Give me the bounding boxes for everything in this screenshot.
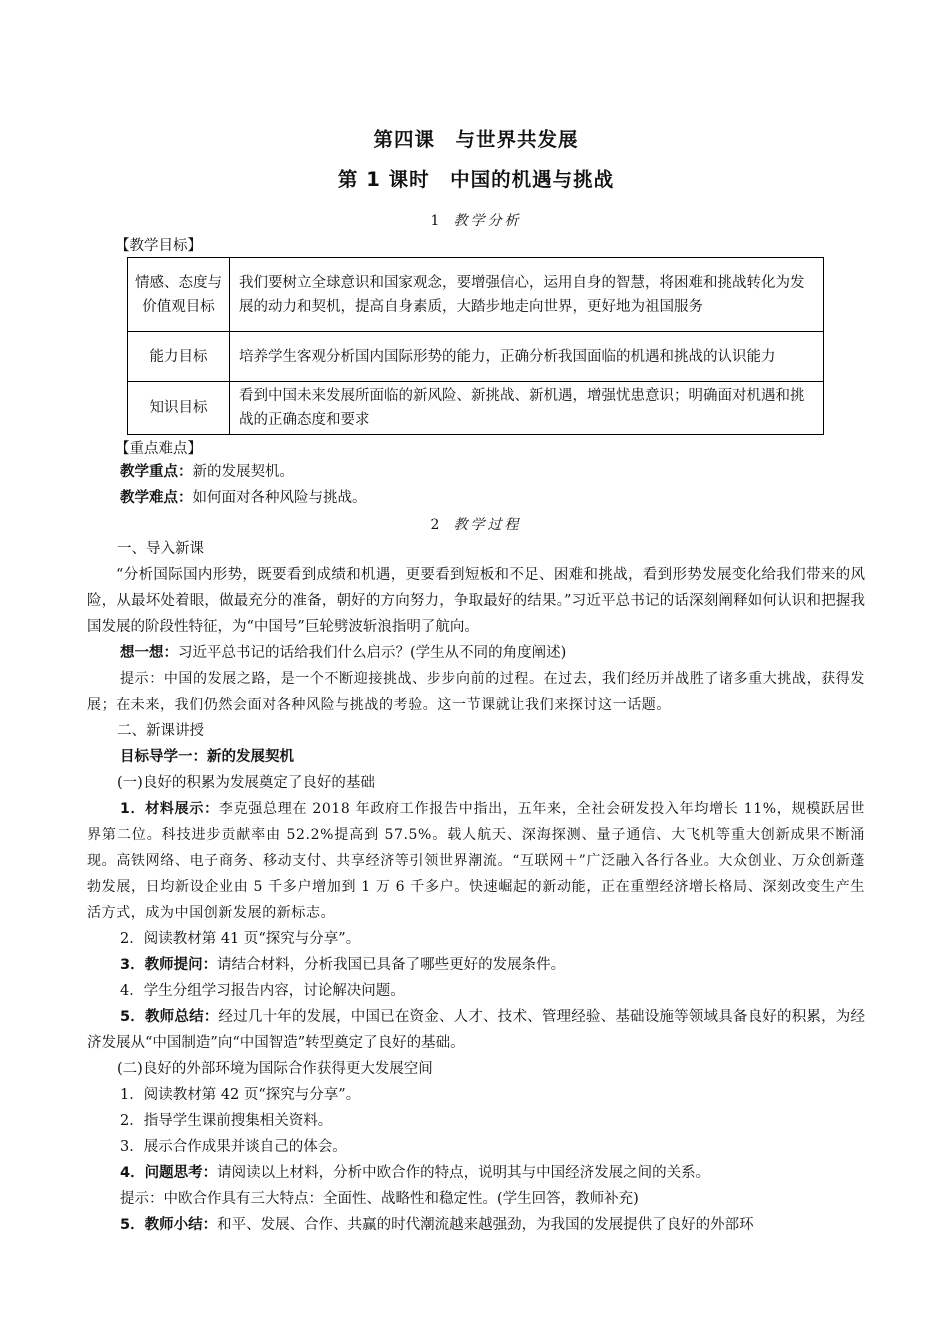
list-item — [120, 952, 565, 978]
goal-label: 知识目标 — [128, 382, 230, 435]
list-item — [120, 1160, 710, 1186]
item-label: 3．教师提问： — [120, 957, 218, 973]
table-row — [128, 332, 824, 382]
step-heading: 一、导入新课 — [117, 541, 204, 557]
key-point-text: 新的发展契机。 — [192, 464, 294, 480]
lesson-title: 第四课 与世界共发展 — [373, 128, 579, 151]
target-heading: 目标导学一：新的发展契机 — [120, 749, 294, 765]
subsection-heading: (二)良好的外部环境为国际合作获得更大发展空间 — [117, 1061, 433, 1077]
hint-line: 提示：中欧合作具有三大特点：全面性、战略性和稳定性。(学生回答，教师补充) — [120, 1191, 639, 1207]
item-label: 5．教师小结： — [120, 1217, 218, 1233]
item-text: 请结合材料，分析我国已具备了哪些更好的发展条件。 — [217, 957, 566, 973]
item-label: 4．问题思考： — [120, 1165, 218, 1181]
goal-text: 我们要树立全球意识和国家观念，要增强信心，运用自身的智慧，将困难和挑战转化为发展的动力和契机，提高自身素质，大踏步地走向世界，更好地为祖国服务 — [230, 258, 824, 332]
list-item: 2．指导学生课前搜集相关资料。 — [120, 1113, 333, 1129]
goal-label: 情感、态度与价值观目标 — [128, 258, 230, 332]
item-text: 李克强总理在 2018 年政府工作报告中指出，五年来，全社会研发投入年均增长 11%，规模跃居世界第二位。科技进步贡献率由 52.2%提高到 57.5%。载人航天、深海探测、量子通信、大飞机等重大创新成果不断涌现。高铁网络、电子商务、移动支付、共享经济等引领世界潮流。“互联网＋”广泛融入各行各业。大众创业、万众创新蓬勃发展，日均新设企业由 5 千多户增加到 1 万 6 千多户。快速崛起的新动能，正在重塑经济增长格局、深刻改变生产生活方式，成为中国创新发展的新标志。 — [87, 801, 865, 921]
section-label: 教学分析 — [453, 213, 522, 229]
quote-paragraph: “分析国际国内形势，既要看到成绩和机遇，更要看到短板和不足、困难和挑战，看到形势发展变化给我们带来的风险，从最坏处着眼，做最充分的准备，朝好的方向努力，争取最好的结果。”习近平总书记的话深刻阐释如何认识和把握我国发展的阶段性特征，为“中国号”巨轮劈波斩浪指明了航向。 — [87, 567, 865, 635]
hint-paragraph: 提示：中国的发展之路，是一个不断迎接挑战、步步向前的过程。在过去，我们经历并战胜了诸多重大挑战，获得发展；在未来，我们仍然会面对各种风险与挑战的考验。这一节课就让我们来探讨这一话题。 — [87, 671, 865, 713]
item-label: 5．教师总结： — [120, 1009, 219, 1025]
section-heading-process — [87, 514, 865, 534]
material-paragraph — [87, 796, 865, 926]
item-label: 1．材料展示： — [120, 801, 219, 817]
think-text: 习近平总书记的话给我们什么启示？(学生从不同的角度阐述) — [178, 645, 567, 661]
difficult-point-label: 教学难点： — [120, 490, 193, 506]
think-question — [120, 640, 566, 666]
goal-text: 培养学生客观分析国内国际形势的能力，正确分析我国面临的机遇和挑战的认识能力 — [230, 332, 824, 382]
period-title: 第 1 课时 中国的机遇与挑战 — [337, 168, 615, 191]
table-row — [128, 258, 824, 332]
section-heading-analysis — [87, 210, 865, 230]
subsection-heading: (一)良好的积累为发展奠定了良好的基础 — [117, 775, 375, 791]
item-text: 和平、发展、合作、共赢的时代潮流越来越强劲，为我国的发展提供了良好的外部环 — [217, 1217, 754, 1233]
difficult-point-text: 如何面对各种风险与挑战。 — [192, 490, 367, 506]
step-heading: 二、新课讲授 — [117, 723, 204, 739]
table-row — [128, 382, 824, 435]
list-item — [120, 1212, 754, 1238]
list-item: 4．学生分组学习报告内容，讨论解决问题。 — [120, 983, 405, 999]
list-item: 3．展示合作成果并谈自己的体会。 — [120, 1139, 347, 1155]
goals-table — [127, 257, 824, 435]
goals-heading: 【教学目标】 — [115, 238, 202, 254]
goal-label: 能力目标 — [128, 332, 230, 382]
item-text: 请阅读以上材料，分析中欧合作的特点，说明其与中国经济发展之间的关系。 — [217, 1165, 711, 1181]
key-point — [120, 459, 294, 485]
item-text: 经过几十年的发展，中国已在资金、人才、技术、管理经验、基础设施等领域具备良好的积累，为经济发展从“中国制造”向“中国智造”转型奠定了良好的基础。 — [87, 1009, 865, 1051]
section-number: 1 — [430, 213, 440, 229]
key-point-label: 教学重点： — [120, 464, 193, 480]
difficult-point — [120, 485, 367, 511]
key-difficult-heading: 【重点难点】 — [115, 441, 202, 457]
section-label: 教学过程 — [453, 517, 522, 533]
list-item: 2．阅读教材第 41 页“探究与分享”。 — [120, 931, 361, 947]
goal-text: 看到中国未来发展所面临的新风险、新挑战、新机遇，增强忧患意识；明确面对机遇和挑战的正确态度和要求 — [230, 382, 824, 435]
think-label: 想一想： — [120, 645, 178, 661]
section-number: 2 — [430, 517, 440, 533]
summary-paragraph — [87, 1004, 865, 1056]
list-item: 1．阅读教材第 42 页“探究与分享”。 — [120, 1087, 361, 1103]
